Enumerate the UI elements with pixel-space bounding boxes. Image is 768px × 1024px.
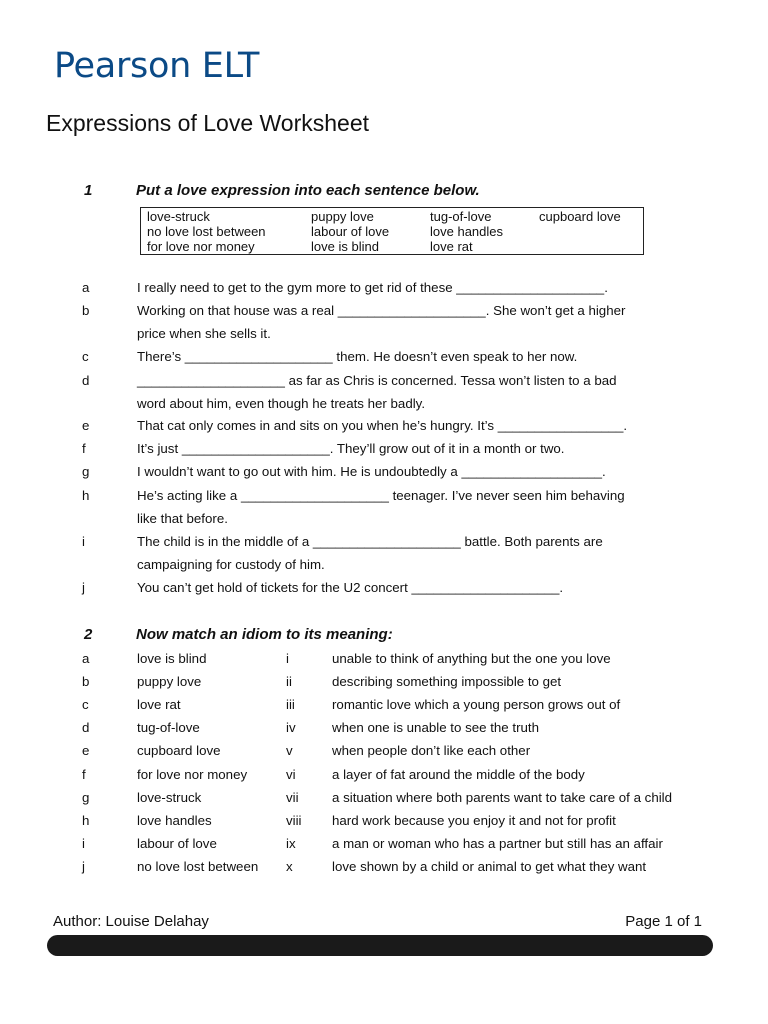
word-box-item: love is blind <box>311 239 379 254</box>
word-box-item: for love nor money <box>147 239 255 254</box>
footer-bar <box>47 935 713 956</box>
question-letter: e <box>82 418 90 433</box>
question-line: word about him, even though he treats her badly. <box>137 396 426 411</box>
match-roman-numeral: v <box>286 743 293 759</box>
match-idiom: love is blind <box>137 651 207 666</box>
match-roman-numeral: vii <box>286 789 299 805</box>
match-roman-numeral: vi <box>286 766 296 782</box>
question-line: Working on that house was a real ____________________. She won’t get a higher <box>137 303 626 318</box>
match-meaning: unable to think of anything but the one you love <box>332 651 611 666</box>
match-letter: g <box>82 789 90 805</box>
match-letter: j <box>82 858 85 874</box>
footer-page-number: Page 1 of 1 <box>625 913 702 930</box>
question-letter: a <box>82 280 90 295</box>
question-letter: f <box>82 441 86 456</box>
question-line: price when she sells it. <box>137 326 271 341</box>
question-letter: d <box>82 373 90 388</box>
word-box <box>140 207 644 255</box>
match-idiom: love-struck <box>137 789 202 805</box>
question-letter: i <box>82 534 85 549</box>
question-line: like that before. <box>137 511 228 526</box>
match-idiom: love rat <box>137 697 181 713</box>
match-roman-numeral: ix <box>286 835 296 851</box>
word-box-item: love-struck <box>147 209 210 224</box>
match-meaning: describing something impossible to get <box>332 674 562 690</box>
match-meaning: hard work because you enjoy it and not for profit <box>332 812 616 828</box>
section-1-number: 1 <box>84 182 93 199</box>
match-idiom: love handles <box>137 812 212 828</box>
match-roman-numeral: viii <box>286 812 302 828</box>
question-line: He’s acting like a ____________________ teenager. I’ve never seen him behaving <box>137 488 625 503</box>
match-roman-numeral: ii <box>286 674 292 690</box>
section-1-title: Put a love expression into each sentence below. <box>136 182 480 199</box>
question-line: I really need to get to the gym more to get rid of these ____________________. <box>137 280 608 295</box>
match-meaning: a situation where both parents want to take care of a child <box>332 789 673 805</box>
question-line: I wouldn’t want to go out with him. He is undoubtedly a ___________________. <box>137 464 606 479</box>
question-line: ____________________ as far as Chris is concerned. Tessa won’t listen to a bad <box>137 373 617 388</box>
footer-author: Author: Louise Delahay <box>53 913 209 930</box>
match-letter: d <box>82 720 90 736</box>
match-letter: a <box>82 651 90 666</box>
page-title: Expressions of Love Worksheet <box>46 110 370 136</box>
word-box-item: labour of love <box>311 224 390 239</box>
match-letter: c <box>82 697 89 713</box>
question-letter: b <box>82 303 90 318</box>
match-meaning: when one is unable to see the truth <box>332 720 539 736</box>
match-idiom: tug-of-love <box>137 720 200 736</box>
match-letter: f <box>82 766 86 782</box>
match-letter: i <box>82 835 85 851</box>
question-letter: j <box>82 580 85 595</box>
match-meaning: a layer of fat around the middle of the body <box>332 766 585 782</box>
match-roman-numeral: iv <box>286 720 296 736</box>
question-line: That cat only comes in and sits on you when he’s hungry. It’s _________________. <box>137 418 628 433</box>
question-letter: h <box>82 488 90 503</box>
word-box-item: cupboard love <box>539 209 621 224</box>
match-letter: b <box>82 674 90 690</box>
match-meaning: love shown by a child or animal to get what they want <box>332 858 647 874</box>
section-2-title: Now match an idiom to its meaning: <box>136 626 393 643</box>
match-idiom: cupboard love <box>137 743 221 759</box>
question-line: campaigning for custody of him. <box>137 557 325 572</box>
match-idiom: for love nor money <box>137 766 248 782</box>
match-letter: e <box>82 743 90 759</box>
match-roman-numeral: i <box>286 651 289 666</box>
match-meaning: romantic love which a young person grows out of <box>332 697 621 713</box>
match-idiom: puppy love <box>137 674 202 690</box>
match-roman-numeral: iii <box>286 697 295 713</box>
word-box-item: puppy love <box>311 209 374 224</box>
question-line: There’s ____________________ them. He doesn’t even speak to her now. <box>137 349 578 364</box>
word-box-item: tug-of-love <box>430 209 492 224</box>
match-idiom: labour of love <box>137 835 217 851</box>
word-box-item: love handles <box>430 224 503 239</box>
word-box-item: no love lost between <box>147 224 266 239</box>
question-line: The child is in the middle of a ____________________ battle. Both parents are <box>137 534 603 549</box>
match-meaning: a man or woman who has a partner but still has an affair <box>332 835 663 851</box>
logo: Pearson ELT <box>54 46 260 86</box>
match-meaning: when people don’t like each other <box>332 743 531 759</box>
question-line: It’s just ____________________. They’ll grow out of it in a month or two. <box>137 441 565 456</box>
word-box-item: love rat <box>430 239 473 254</box>
match-roman-numeral: x <box>286 858 293 874</box>
question-letter: g <box>82 464 90 479</box>
question-letter: c <box>82 349 89 364</box>
match-idiom: no love lost between <box>137 858 259 874</box>
section-2-number: 2 <box>84 626 93 643</box>
question-line: You can’t get hold of tickets for the U2 concert ____________________. <box>137 580 564 595</box>
match-letter: h <box>82 812 90 828</box>
